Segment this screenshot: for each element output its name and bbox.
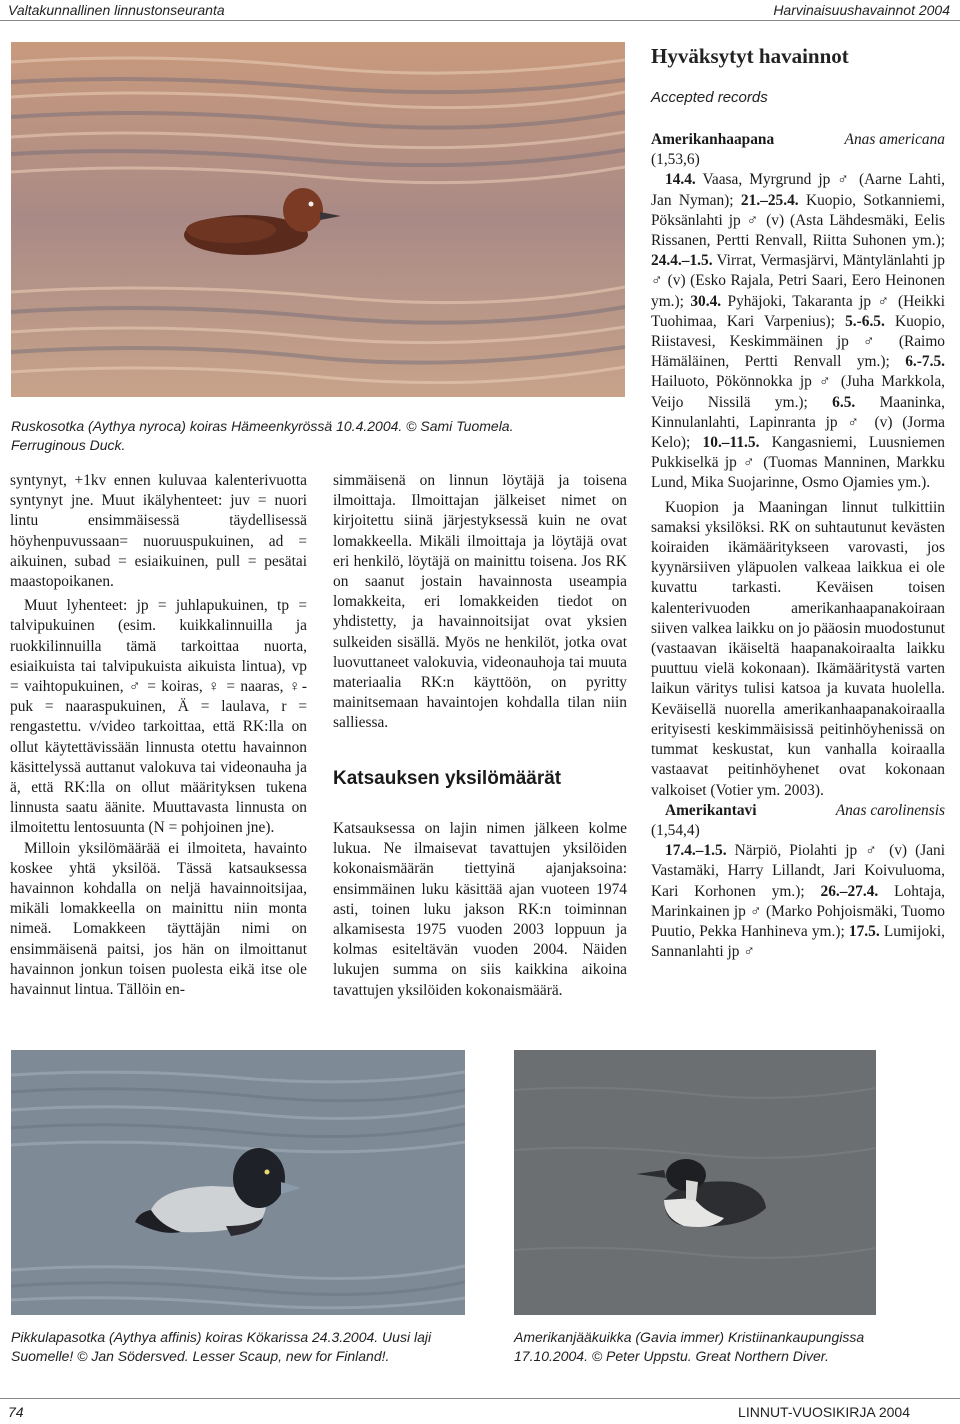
record-text: Pyhäjoki, Takaranta jp ♂ (Heikki Tuohimaa, Kari Varpenius); [651, 292, 945, 330]
caption-bottom-left-photo [11, 1328, 431, 1366]
section-heading: Katsauksen yksilömäärät [333, 768, 562, 789]
record-date: 26.–27.4. [820, 882, 879, 900]
section-title: Hyväksytyt havainnot [651, 44, 849, 68]
paragraph: Kuopion ja Maaningan linnut tulkittiin samaksi yksilöksi. RK on suhtautunut kevästen koiraiden ikämääritykseen varovasti, jos kyynärsiiven yläpuolen valkeaa laikkua ei ole kuvattu tarkasti. Keväisen toisen kalenterivuoden amerikanhaapanakoiraan siiven valkea laikku on jo pääosin muodostunut (vastaavan ikäiseltä haapanakoiraalta laikku puuttuu vielä kokonaan). Ikämääritystä varten laikun väritys tulisi katsoa ja kuvata huolella. Keväisellä nuorella amerikanhaapanakoiraalla erityisesti keskimmäisissä peitinhöyhenissä on tummat keskustat, kun vanhalla koiraalla vastaavat peitinhöyhenet ovat kokonaan valkoiset (Votier ym. 2003). [651, 498, 945, 799]
record-date: 14.4. [665, 171, 696, 189]
footer-rule [0, 1398, 960, 1399]
publication-name: LINNUT-VUOSIKIRJA 2004 [738, 1404, 910, 1420]
record-text: Hailuoto, Pökönnokka jp ♂ (Juha Markkola, Veijo Nissilä ym.); [651, 373, 945, 411]
species-entry-green-winged-teal [651, 801, 945, 841]
record-date: 17.5. [848, 922, 880, 940]
record-date: 6.-7.5. [905, 353, 945, 371]
species-name: Amerikanhaapana [651, 131, 775, 148]
record-date: 6.5. [832, 393, 856, 411]
record-text: Lumijoki, Sannanlahti jp ♂ [651, 922, 945, 961]
caption-line: Pikkulapasotka (Aythya affinis) koiras Kökarissa 24.3.2004. Uusi laji [11, 1329, 432, 1345]
page-number: 74 [8, 1404, 24, 1420]
column-2 [333, 471, 627, 734]
caption-bottom-right-photo [514, 1328, 864, 1366]
record-text: Virrat, Vermasjärvi, Mäntylänlahti jp ♂ (v) (Esko Rajala, Petri Saari, Eero Heinonen ym.); [651, 252, 945, 310]
record-text: Lohtaja, Marinkainen jp ♂ (Marko Pohjoismäki, Tuomo Puutio, Pekka Hanhineva ym.); [651, 882, 946, 940]
paragraph: Muut lyhenteet: jp = juhlapukuinen, tp = talvipukuinen (esim. kuikkalinnuilla ja ruokkilinnuilla tämä tarkoittaa nuorta, esiaikuista tai talvipukuista aikuista lintua), vp = vaihtopukuinen, ♂ = koiras, ♀ = naaras, ♀-puk = naaraspukuinen, Ä = laulava, r = rengastettu. v/video tarkoittaa, että RK:lla on ollut käytettävissään linnusta otettu havainnon käsittelyssä auttanut valokuva tai videonauha ja ä, että RK:lla on ollut määrityksen tukena linnusta saatu äänite. Muuttavasta linnusta on ilmoitettu lentosuunta (N = pohjoinen jne). [10, 597, 307, 837]
paragraph: syntynyt, +1kv ennen kuluvaa kalenterivuotta syntynyt jne. Muut ikälyhenteet: juv = nuori lintu ensimmäisessä täydellisessä höyhenpuvussaan= nuoruuspukuinen, ad = aikuinen, subad = esiaikuinen, pull = pesätai maastopoikanen. [10, 472, 307, 591]
species-latin: Anas carolinensis [835, 801, 945, 819]
caption-line: Ferruginous Duck. [11, 437, 126, 453]
record-date: 24.4.–1.5. [651, 252, 713, 270]
running-header-left: Valtakunnallinen linnustonseuranta [8, 2, 225, 18]
paragraph: simmäisenä on linnun löytäjä ja toisena ilmoittaja. Ilmoittajan jälkeiset nimet on kirjoitettu siinä järjestyksessä kuin ne ovat lomakkeella. Mikäli ilmoittaja ja löytäjä ovat eri henkilö, löytäjä on mainittu toisena. Jos RK on saanut jostain havainnosta useampia lomakkeita, eri lomakkeiden tiedot on yhdistetty, ja havainnoitsijat ovat yksien sulkeiden sisällä. Myös ne henkilöt, jotka ovat luovuttaneet valokuvia, videonauhoja tai muuta materiaalia RK:n käyttöön, on pyritty mainitsemaan havaintojen kohdalla tilan niin salliessa. [333, 472, 627, 732]
record-date: 17.4.–1.5. [665, 842, 727, 860]
photo-lesser-scaup [11, 1050, 465, 1315]
column-2-lower [333, 819, 627, 1001]
record-text: Kuopio, Riistavesi, Keskimmäinen jp ♂ (Raimo Hämäläinen, Pertti Renvall ym.); [651, 312, 946, 371]
section-subtitle: Accepted records [651, 89, 768, 106]
running-header-right: Harvinaisuushavainnot 2004 [773, 2, 950, 18]
caption-line: 17.10.2004. © Peter Uppstu. Great Northern Diver. [514, 1348, 829, 1364]
records-green-winged-teal [651, 841, 945, 962]
species-entry-american-wigeon [651, 130, 945, 170]
record-date: 21.–25.4. [740, 191, 799, 209]
caption-line: Suomelle! © Jan Södersved. Lesser Scaup, new for Finland!. [11, 1348, 390, 1364]
record-text: Maaninka, Kinnulanlahti, Lapinranta jp ♂ (v) (Jorma Kelo); [651, 393, 945, 452]
species-counts: (1,54,4) [651, 821, 700, 839]
record-date: 5.-6.5. [845, 312, 885, 330]
record-text: Kangasniemi, Luusniemen Pukkiselkä jp ♂ (Tuomas Manninen, Markku Lund, Mika Suojarinne, Osmo Ojamies ym.). [651, 434, 945, 492]
record-text: Vaasa, Myrgrund jp ♂ (Aarne Lahti, Jan Nyman); [651, 171, 945, 209]
record-date: 30.4. [690, 292, 722, 310]
header-rule [0, 20, 960, 21]
species-counts: (1,53,6) [651, 151, 700, 169]
column-1 [10, 471, 307, 1000]
record-text: Närpiö, Piolahti jp ♂ (v) (Jani Vastamäki, Harry Lillandt, Jari Koivuluoma, Kari Korhonen ym.); [651, 842, 945, 900]
species-latin: Anas americana [844, 131, 945, 148]
paragraph: Milloin yksilömäärää ei ilmoiteta, havainto koskee yhtä yksilöä. Tässä katsauksessa havainnon kohdalla on neljä havainnoitsijaa, mikäli lomakkeella on mainittu niin monta nimeä. Lomakkeen täyttäjän nimi on ensimmäisenä paitsi, jos hän on ilmoittanut havainnon jonkun toisen puolesta eikä itse ole havainnut lintua. Tällöin en- [10, 839, 307, 999]
species-name: Amerikantavi [665, 801, 757, 819]
records-american-wigeon [651, 170, 945, 493]
paragraph: Katsauksessa on lajin nimen jälkeen kolme lukua. Ne ilmaisevat tavattujen yksilöiden kokonaismäärän tiettyinä ajanjaksoina: ensimmäinen luku käsittää ajan vuoteen 1974 asti, toinen luku jakson RK:n toiminnan alkamisesta 1975 vuoden 2003 loppuun ja kolmas esiteltävän vuoden 2004. Näiden lukujen summa on siis kaikkina aikoina tavattujen yksilöiden kokonaismäärä. [333, 820, 627, 999]
photo-ferruginous-duck [11, 42, 625, 397]
caption-line: Amerikanjääkuikka (Gavia immer) Kristiinankaupungissa [514, 1329, 865, 1345]
record-text: Kuopio, Sotkanniemi, Pöksänlahti jp ♂ (v) (Asta Lähdesmäki, Eelis Rissanen, Pertti Renvall, Riitta Suhonen ym.); [651, 191, 945, 250]
column-3 [651, 130, 945, 962]
caption-line: Ruskosotka (Aythya nyroca) koiras Hämeenkyrössä 10.4.2004. © Sami Tuomela. [11, 418, 514, 434]
record-date: 10.–11.5. [702, 434, 760, 452]
caption-top-photo [11, 417, 513, 455]
photo-great-northern-diver [514, 1050, 876, 1315]
